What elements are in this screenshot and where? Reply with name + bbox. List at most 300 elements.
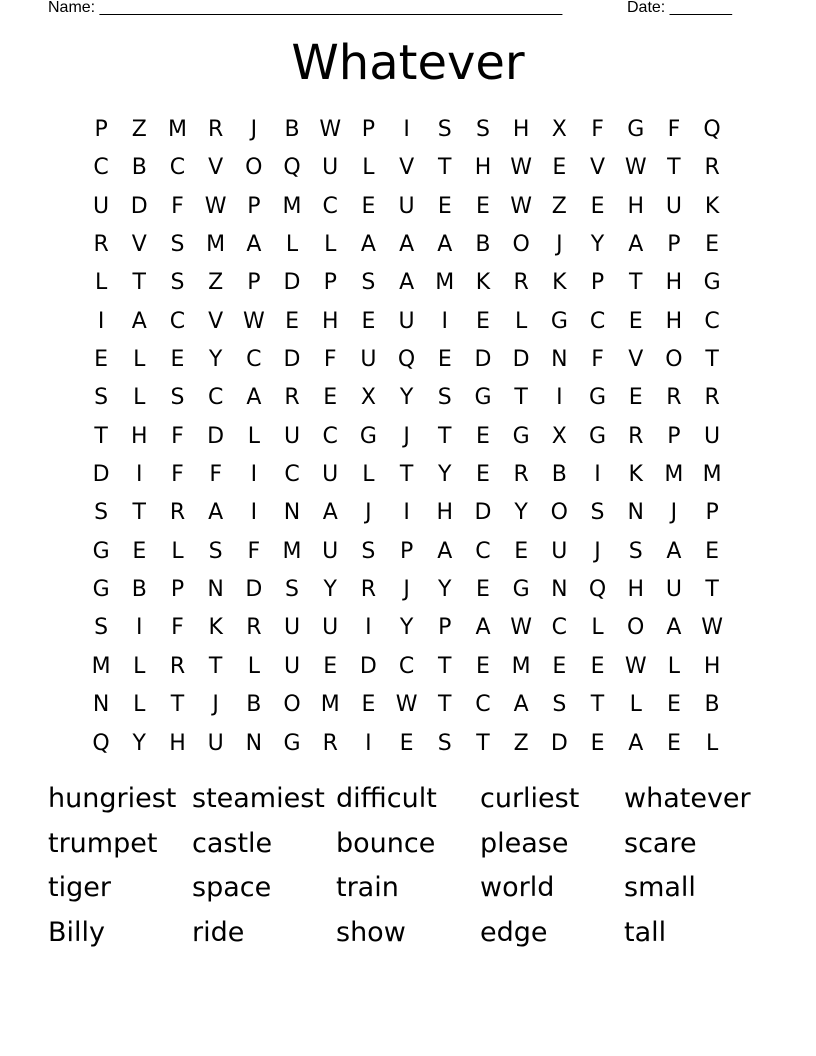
grid-cell: V [208,308,224,334]
grid-cell: A [131,308,147,334]
grid-cell: J [403,423,410,449]
grid-cell: D [474,347,492,373]
grid-cell: L [133,692,146,718]
grid-cell: A [322,500,338,526]
grid-cell: E [437,193,452,219]
grid-cell: S [94,500,109,526]
grid-cell: B [246,692,262,718]
grid-cell: E [285,308,299,334]
grid-cell: E [666,730,681,756]
grid-cell: F [323,347,337,373]
grid-cell: S [552,692,567,718]
grid-cell: J [594,538,601,564]
grid-cell: G [550,308,568,334]
grid-cell: P [170,577,185,603]
grid-cell: C [398,653,415,679]
grid-cell: U [322,615,339,641]
grid-cell: X [551,423,567,449]
grid-cell: A [628,232,644,258]
grid-cell: G [283,730,301,756]
grid-cell: M [702,462,722,488]
grid-cell: M [282,193,302,219]
grid-cell: Y [399,385,414,411]
grid-cell: A [666,615,682,641]
grid-cell: V [399,155,415,181]
grid-cell: E [705,232,720,258]
grid-cell: K [628,462,643,488]
grid-cell: T [628,270,643,296]
word-list-item: Billy [48,917,106,949]
grid-cell: L [133,385,146,411]
grid-cell: A [399,270,415,296]
grid-cell: T [667,155,681,181]
grid-cell: C [169,308,186,334]
grid-cell: R [513,270,529,296]
grid-cell: E [361,308,376,334]
grid-cell: W [204,193,227,219]
grid-cell: U [93,193,110,219]
grid-cell: D [207,423,225,449]
grid-cell: I [136,615,143,641]
grid-cell: H [474,155,492,181]
grid-cell: E [361,692,376,718]
grid-cell: A [246,232,262,258]
grid-cell: C [284,462,300,488]
grid-cell: D [474,500,492,526]
grid-cell: A [628,730,644,756]
grid-cell: U [398,308,415,334]
grid-cell: I [403,117,410,142]
grid-cell: I [403,500,410,526]
grid-cell: Y [132,730,146,756]
grid-cell: P [361,117,376,142]
grid-cell: E [437,347,452,373]
grid-cell: R [704,155,720,181]
grid-cell: M [435,270,455,296]
grid-cell: N [551,347,568,373]
word-list-item: world [480,872,555,904]
grid-cell: I [136,462,143,488]
page-title: Whatever [291,35,525,91]
grid-cell: F [171,193,184,219]
grid-cell: E [590,193,605,219]
grid-cell: P [590,270,605,296]
grid-cell: P [667,232,681,258]
grid-cell: F [209,462,222,488]
grid-cell: N [245,730,263,756]
grid-cell: L [171,538,184,564]
grid-cell: C [589,308,606,334]
grid-cell: D [130,193,148,219]
grid-cell: A [208,500,224,526]
grid-cell: C [475,538,491,564]
grid-cell: M [282,538,302,564]
grid-cell: B [131,155,147,181]
header [48,0,748,18]
word-list-item: tiger [48,872,111,904]
grid-cell: N [551,577,568,603]
grid-cell: R [246,615,262,641]
grid-cell: E [628,385,643,411]
word-list-item: train [336,872,399,904]
grid-cell: C [322,193,338,219]
grid-cell: Z [131,117,147,142]
grid-cell: A [360,232,376,258]
grid-cell: G [512,423,530,449]
word-list-item: please [480,827,569,859]
word-list-item: small [624,872,696,904]
grid-cell: R [208,117,224,142]
grid-cell: J [250,117,258,142]
grid-cell: G [359,423,377,449]
grid-cell: O [245,155,263,181]
grid-cell: W [624,653,647,679]
grid-cell: T [705,577,719,603]
grid-cell: T [170,692,185,718]
word-list-item: edge [480,917,548,949]
grid-cell: B [551,462,567,488]
grid-cell: E [476,423,490,449]
grid-cell: C [322,423,338,449]
grid-cell: R [666,385,682,411]
grid-cell: A [399,232,415,258]
grid-cell: N [627,500,644,526]
grid-cell: P [438,615,452,641]
grid-cell: S [94,615,109,641]
grid-cell: M [206,232,226,258]
word-list-item: castle [192,827,273,859]
grid-cell: H [169,730,186,756]
grid-cell: G [92,538,110,564]
word-list-item: scare [624,827,697,859]
grid-cell: I [365,730,372,756]
grid-cell: L [362,462,375,488]
grid-cell: E [590,730,605,756]
grid-cell: V [628,347,644,373]
word-list-item: hungriest [48,783,177,814]
grid-cell: S [475,117,490,142]
grid-cell: G [703,270,721,296]
grid-cell: E [590,653,605,679]
grid-cell: S [437,117,452,142]
grid-cell: R [513,462,529,488]
grid-cell: T [132,270,146,296]
grid-cell: H [665,308,683,334]
grid-cell: N [92,692,110,718]
grid-cell: M [511,653,531,679]
grid-cell: E [361,193,376,219]
grid-cell: E [399,730,414,756]
grid-cell: J [212,692,219,718]
grid-cell: S [361,538,376,564]
grid-cell: T [438,692,452,718]
grid-cell: B [704,692,720,718]
grid-cell: B [475,232,491,258]
grid-cell: A [666,538,682,564]
grid-cell: H [627,193,644,219]
grid-cell: W [395,692,418,718]
grid-cell: N [283,500,301,526]
grid-cell: A [437,232,453,258]
grid-cell: U [322,462,339,488]
grid-cell: J [670,500,678,526]
grid-cell: L [285,232,299,258]
grid-cell: C [704,308,720,334]
grid-cell: A [246,385,262,411]
grid-cell: U [665,193,682,219]
word-list-item: bounce [336,827,436,859]
grid-cell: U [322,155,339,181]
grid-cell: L [362,155,375,181]
grid-cell: G [589,423,607,449]
grid-cell: T [438,653,452,679]
word-list-item: trumpet [48,827,158,859]
grid-cell: W [510,615,533,641]
grid-cell: X [551,117,567,142]
grid-cell: P [705,500,719,526]
grid-cell: A [437,538,453,564]
grid-cell: E [323,385,338,411]
grid-cell: P [247,270,261,296]
grid-cell: Z [513,730,529,756]
grid-cell: D [245,577,263,603]
grid-cell: G [627,117,645,142]
grid-cell: U [322,538,339,564]
grid-cell: L [667,653,681,679]
grid-cell: D [283,347,301,373]
grid-cell: E [476,462,490,488]
grid-cell: I [441,308,449,334]
grid-cell: S [285,577,300,603]
grid-cell: U [665,577,682,603]
grid-cell: U [283,423,301,449]
grid-cell: I [250,462,258,488]
grid-cell: I [97,308,105,334]
grid-cell: G [512,577,530,603]
grid-cell: U [704,423,721,449]
grid-cell: J [403,577,410,603]
grid-cell: E [476,193,490,219]
grid-cell: D [283,270,301,296]
grid-cell: K [475,270,491,296]
word-list-item: tall [624,917,667,949]
grid-cell: D [359,653,377,679]
grid-cell: D [550,730,568,756]
grid-cell: Z [551,193,567,219]
grid-cell: I [365,615,372,641]
grid-cell: T [438,423,452,449]
grid-cell: O [550,500,568,526]
grid-cell: E [476,577,490,603]
grid-cell: L [324,232,337,258]
grid-cell: Y [438,462,452,488]
grid-cell: M [91,653,111,679]
grid-cell: Q [588,577,607,603]
grid-cell: E [476,308,490,334]
grid-cell: V [590,155,606,181]
grid-cell: J [556,232,563,258]
grid-cell: P [399,538,414,564]
grid-cell: S [170,385,185,411]
grid-cell: L [515,308,528,334]
grid-cell: W [242,308,265,334]
grid-cell: I [250,500,258,526]
grid-cell: O [665,347,683,373]
grid-cell: F [171,423,184,449]
grid-cell: A [513,692,529,718]
grid-cell: G [589,385,607,411]
grid-cell: C [169,155,186,181]
grid-cell: E [666,692,681,718]
grid-cell: C [475,692,491,718]
grid-cell: T [514,385,528,411]
grid-cell: T [590,692,605,718]
grid-cell: T [208,653,223,679]
grid-cell: L [94,270,108,296]
grid-cell: C [246,347,262,373]
grid-cell: H [512,117,530,142]
grid-cell: I [556,385,563,411]
grid-cell: A [475,615,491,641]
grid-cell: H [321,308,339,334]
grid-cell: S [628,538,643,564]
word-list-item: show [336,917,406,949]
grid-cell: S [590,500,605,526]
grid-cell: T [438,155,452,181]
grid-cell: L [247,423,260,449]
grid-cell: P [323,270,337,296]
grid-cell: R [628,423,644,449]
grid-cell: U [207,730,224,756]
grid-cell: L [705,730,719,756]
grid-cell: U [283,653,301,679]
grid-cell: T [399,462,414,488]
grid-cell: S [208,538,223,564]
grid-cell: L [133,347,146,373]
grid-cell: C [207,385,224,411]
grid-cell: P [667,423,681,449]
grid-cell: Z [208,270,224,296]
grid-cell: E [552,653,567,679]
grid-cell: E [476,653,490,679]
grid-cell: E [132,538,147,564]
grid-cell: E [628,308,643,334]
grid-cell: O [512,232,530,258]
word-list-item: difficult [336,783,437,814]
name-field-label: Name: ____________________________________________________ [48,0,563,16]
grid-cell: K [552,270,567,296]
grid-cell: E [323,653,338,679]
grid-cell: E [170,347,185,373]
grid-cell: W [624,155,647,181]
grid-cell: E [94,347,109,373]
grid-cell: X [360,385,376,411]
grid-cell: M [167,117,187,142]
grid-cell: L [629,692,642,718]
grid-cell: G [92,577,110,603]
grid-cell: Q [92,730,110,756]
grid-cell: F [591,347,604,373]
grid-cell: U [551,538,568,564]
date-field-label: Date: _______ [627,0,732,16]
grid-cell: I [594,462,601,488]
grid-cell: S [437,385,452,411]
word-list-item: ride [192,917,245,949]
grid-cell: M [664,462,684,488]
grid-cell: L [591,615,604,641]
grid-cell: W [510,155,533,181]
grid-cell: Y [438,577,452,603]
grid-cell: T [94,423,108,449]
grid-cell: R [360,577,377,603]
grid-cell: B [131,577,147,603]
grid-cell: H [627,577,644,603]
grid-cell: G [474,385,492,411]
grid-cell: D [92,462,110,488]
grid-cell: S [361,270,376,296]
grid-cell: R [322,730,338,756]
grid-cell: Q [703,117,721,142]
grid-cell: O [627,615,645,641]
grid-cell: F [247,538,261,564]
grid-cell: R [169,500,186,526]
grid-cell: F [171,462,184,488]
grid-cell: N [207,577,224,603]
grid-cell: F [591,117,604,142]
grid-cell: E [552,155,567,181]
grid-cell: O [283,692,301,718]
grid-cell: W [701,615,723,641]
grid-cell: S [170,232,185,258]
grid-cell: U [398,193,415,219]
grid-cell: R [169,653,186,679]
grid-cell: R [704,385,720,411]
grid-cell: H [131,423,148,449]
grid-cell: W [319,117,342,142]
grid-cell: Q [283,155,301,181]
letter-grid [82,111,731,763]
grid-cell: Y [323,577,337,603]
grid-cell: E [705,538,720,564]
grid-cell: M [320,692,340,718]
grid-cell: H [665,270,683,296]
grid-cell: Y [514,500,528,526]
grid-cell: F [171,615,184,641]
grid-cell: F [667,117,681,142]
grid-cell: R [284,385,300,411]
grid-cell: B [284,117,300,142]
grid-cell: C [93,155,109,181]
word-list-item: steamiest [192,783,325,814]
grid-cell: L [247,653,260,679]
grid-cell: P [94,117,108,142]
grid-cell: U [283,615,301,641]
grid-cell: S [170,270,185,296]
grid-cell: Y [208,347,223,373]
grid-cell: L [133,653,146,679]
grid-cell: D [512,347,530,373]
grid-cell: C [551,615,568,641]
grid-cell: K [704,193,720,219]
grid-cell: T [705,347,719,373]
grid-cell: V [208,155,224,181]
grid-cell: Y [590,232,605,258]
grid-cell: U [360,347,377,373]
grid-cell: S [94,385,109,411]
grid-cell: H [703,653,721,679]
grid-cell: T [132,500,146,526]
grid-cell: Y [399,615,414,641]
